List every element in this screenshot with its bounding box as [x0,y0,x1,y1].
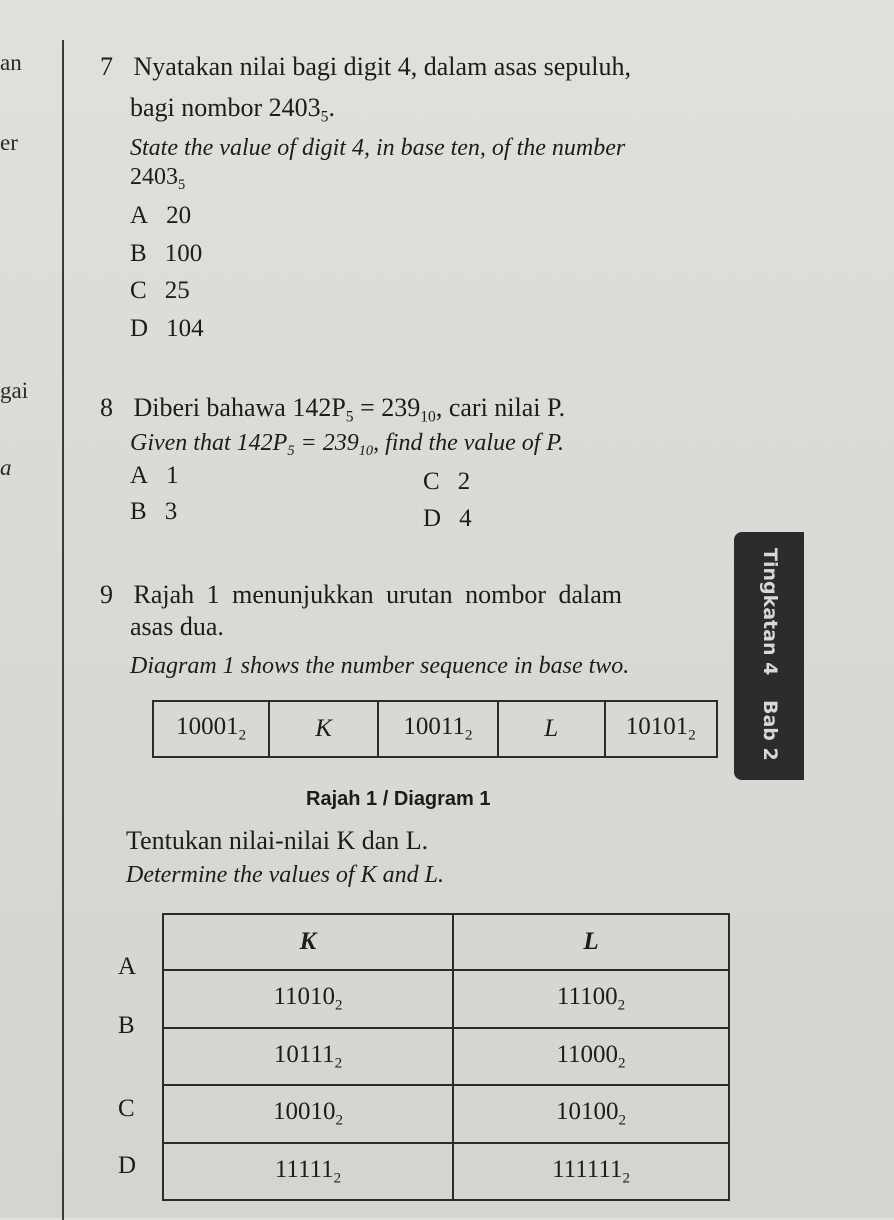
margin-rule [62,40,64,1220]
option-letter: A [130,462,149,489]
side-tab-level: Tingkatan 4 [759,548,781,676]
answer-row-c[interactable] [163,1085,729,1143]
cell-value: 10111 [273,1040,335,1068]
cell-subscript: 2 [618,1054,626,1071]
side-tab-chapter: Bab 2 [759,700,781,761]
answer-l-cell [453,1143,729,1201]
q8-option-a[interactable] [130,462,179,490]
cell-value: 10010 [273,1098,336,1126]
answer-l-cell [453,970,729,1028]
q8-malay-sub1: 5 [345,408,354,426]
q8-malay-line [100,393,565,426]
q7-period: . [328,93,335,122]
q7-number-value: bagi nombor 2403 [130,93,321,122]
q7-base-subscript: 5 [320,108,329,126]
q8-english-pre: Given that 142P [130,430,288,456]
sequence-cell [378,701,498,757]
q9-malay-text: Rajah 1 menunjukkan urutan nombor dalam [133,580,623,609]
cell-subscript: 2 [335,997,343,1014]
cell-value: 11111 [274,1155,334,1183]
option-letter: A [130,202,149,229]
q7-option-d[interactable] [130,315,204,343]
sequence-cell [153,701,269,757]
diagram-caption: Rajah 1 / Diagram 1 [306,788,491,810]
sequence-table [152,700,718,758]
cell-value: 10101 [625,713,689,741]
q8-malay-post: , cari nilai P. [435,393,566,422]
answer-l-cell [453,1028,729,1086]
q9-malay-line2: asas dua. [130,612,224,641]
q8-malay-sub2: 10 [420,408,436,426]
option-value: 104 [166,315,204,342]
row-letter-a: A [118,953,137,980]
margin-fragment: er [0,130,18,155]
q8-english-post: , find the value of P. [373,430,564,456]
q7-option-c[interactable] [130,277,190,305]
q7-malay-line2 [130,93,335,126]
header-k: K [163,914,453,970]
q8-option-b[interactable] [130,498,177,526]
cell-subscript: 2 [688,727,696,744]
cell-subscript: 2 [335,1112,343,1129]
cell-subscript: 2 [334,1054,343,1071]
q9-number: 9 [100,580,113,609]
q8-malay-mid: = 239 [353,393,421,422]
answer-l-cell [453,1085,729,1143]
option-value: 100 [164,240,203,267]
q7-malay-text: Nyatakan nilai bagi digit 4, dalam asas sepuluh, [133,52,631,81]
option-value: 20 [166,202,192,229]
sequence-cell [605,701,717,757]
option-letter: D [130,315,149,342]
margin-fragment: an [0,50,22,75]
row-letter-c: C [118,1095,135,1122]
row-letter-d: D [118,1152,137,1179]
q8-english-sub1: 5 [287,443,295,460]
cell-value: 10011 [403,713,465,741]
q7-english-number: 2403 [130,164,178,190]
cell-subscript: 2 [618,1112,626,1129]
answer-k-cell [163,1143,453,1201]
cell-value: 111111 [552,1155,623,1183]
option-value: 25 [164,277,190,304]
answer-table [162,913,730,1201]
cell-value: 10001 [176,713,239,741]
cell-subscript: 2 [333,1169,342,1186]
q7-english-subscript: 5 [178,177,186,194]
q9-malay-line1 [100,580,622,610]
q9-english-line: Diagram 1 shows the number sequence in base two. [130,653,630,679]
option-letter: C [423,468,440,495]
q8-number: 8 [100,393,113,422]
answer-row-d[interactable] [163,1143,729,1201]
q9-instruction-english: Determine the values of K and L. [126,862,444,888]
q8-option-d[interactable] [423,505,472,533]
answer-k-cell [163,1085,453,1143]
header-l: L [453,914,729,970]
sequence-cell [498,701,605,757]
option-value: 4 [459,505,472,532]
margin-fragment: a [0,455,12,480]
q8-english-sub2: 10 [358,443,374,460]
q7-number: 7 [100,52,113,81]
q7-malay-line1 [100,52,631,82]
option-letter: B [130,498,147,525]
cell-subscript: 2 [617,997,626,1014]
cell-subscript: 2 [464,727,473,744]
cell-value: 10100 [556,1098,619,1126]
answer-k-cell [163,970,453,1028]
q8-option-c[interactable] [423,468,470,496]
option-value: 3 [164,498,178,525]
q7-english-line1: State the value of digit 4, in base ten, of the number [130,135,626,161]
option-letter: B [130,240,147,267]
sequence-row [153,701,717,757]
cell-value: K [315,715,332,742]
option-value: 1 [166,462,179,489]
cell-subscript: 2 [238,727,247,744]
margin-fragment: gai [0,378,29,403]
answer-row-a[interactable] [163,970,729,1028]
q7-option-b[interactable] [130,240,202,268]
answer-k-cell [163,1028,453,1086]
q7-option-a[interactable] [130,202,191,230]
option-value: 2 [457,468,471,495]
sequence-cell [269,701,378,757]
side-tab [734,532,804,780]
option-letter: D [423,505,442,532]
q9-instruction-malay: Tentukan nilai-nilai K dan L. [126,826,429,855]
cell-value: L [544,715,559,742]
q8-malay-pre: Diberi bahawa 142P [133,393,346,422]
cell-value: 11000 [556,1040,619,1068]
cell-value: 11010 [273,983,336,1011]
row-letter-b: B [118,1012,135,1039]
answer-header-row [163,914,729,970]
option-letter: C [130,277,147,304]
q8-english-line [130,430,564,460]
cell-value: 11100 [556,983,618,1011]
answer-row-b[interactable] [163,1028,729,1086]
q8-english-mid: = 239 [294,430,359,456]
cell-subscript: 2 [622,1169,630,1186]
q7-english-line2 [130,164,185,194]
